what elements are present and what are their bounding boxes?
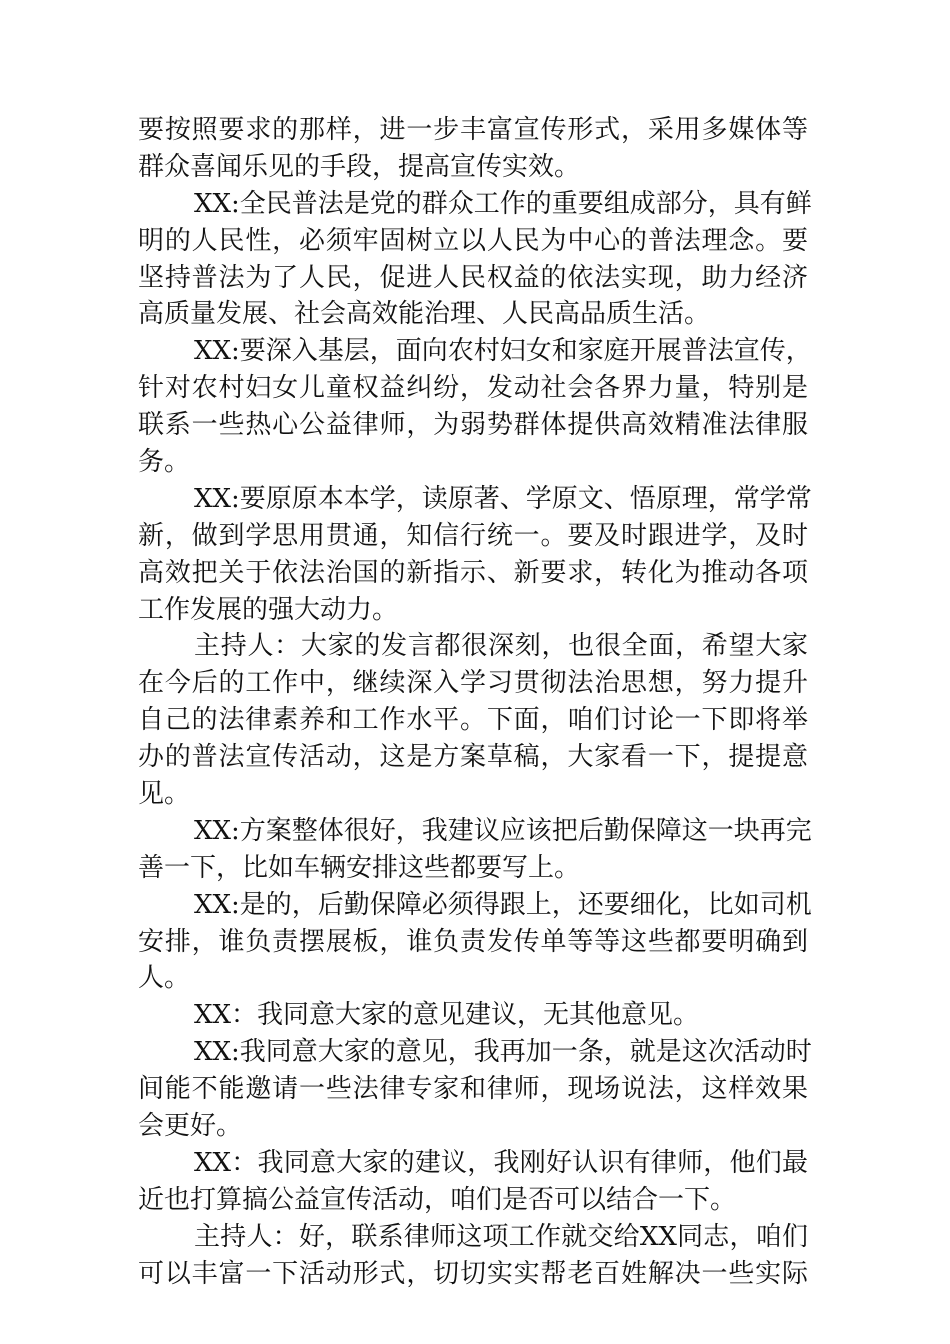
text-line: 会更好。 bbox=[138, 1111, 243, 1142]
text-line: 主持人：好，联系律师这项工作就交给XX同志，咱们 bbox=[194, 1221, 808, 1252]
text-line: 主持人：大家的发言都很深刻，也很全面，希望大家 bbox=[194, 631, 808, 662]
text-line: 群众喜闻乐见的手段，提高宣传实效。 bbox=[138, 151, 581, 182]
text-line: 人。 bbox=[138, 963, 191, 994]
text-line: XX:全民普法是党的群众工作的重要组成部分，具有鲜 bbox=[194, 188, 812, 219]
text-line: 善一下，比如车辆安排这些都要写上。 bbox=[138, 852, 581, 883]
text-line: 明的人民性，必须牢固树立以人民为中心的普法理念。要 bbox=[138, 225, 808, 256]
text-line: 高质量发展、社会高效能治理、人民高品质生活。 bbox=[138, 299, 711, 330]
text-line: 高效把关于依法治国的新指示、新要求，转化为推动各项 bbox=[138, 557, 808, 588]
text-line: 针对农村妇女儿童权益纠纷，发动社会各界力量，特别是 bbox=[138, 373, 808, 404]
text-line: 新，做到学思用贯通，知信行统一。要及时跟进学，及时 bbox=[138, 520, 808, 551]
text-line: 安排，谁负责摆展板，谁负责发传单等等这些都要明确到 bbox=[138, 926, 808, 957]
text-line: 务。 bbox=[138, 447, 191, 478]
text-line: 坚持普法为了人民，促进人民权益的依法实现，助力经济 bbox=[138, 262, 808, 293]
text-line: XX:方案整体很好，我建议应该把后勤保障这一块再完 bbox=[194, 815, 812, 846]
text-line: 自己的法律素养和工作水平。下面，咱们讨论一下即将举 bbox=[138, 705, 808, 736]
text-line: 近也打算搞公益宣传活动，咱们是否可以结合一下。 bbox=[138, 1184, 737, 1215]
text-line: 要按照要求的那样，进一步丰富宣传形式，采用多媒体等 bbox=[138, 115, 808, 145]
text-line: XX：我同意大家的意见建议，无其他意见。 bbox=[194, 1000, 700, 1031]
text-line: 办的普法宣传活动，这是方案草稿，大家看一下，提提意 bbox=[138, 742, 808, 773]
text-line: 间能不能邀请一些法律专家和律师，现场说法，这样效果 bbox=[138, 1074, 808, 1105]
text-line: 在今后的工作中，继续深入学习贯彻法治思想，努力提升 bbox=[138, 668, 808, 699]
text-line: XX:是的，后勤保障必须得跟上，还要细化，比如司机 bbox=[194, 889, 812, 920]
text-line: 工作发展的强大动力。 bbox=[138, 594, 399, 625]
text-line: 联系一些热心公益律师，为弱势群体提供高效精准法律服 bbox=[138, 410, 808, 441]
text-line: 可以丰富一下活动形式，切切实实帮老百姓解决一些实际 bbox=[138, 1258, 808, 1289]
text-line: XX:要原原本本学，读原著、学原文、悟原理，常学常 bbox=[194, 483, 812, 514]
text-line: XX:要深入基层，面向农村妇女和家庭开展普法宣传， bbox=[194, 336, 812, 367]
text-line: XX：我同意大家的建议，我刚好认识有律师，他们最 bbox=[194, 1147, 808, 1178]
text-line: XX:我同意大家的意见，我再加一条，就是这次活动时 bbox=[194, 1037, 812, 1068]
document-body bbox=[138, 112, 812, 1293]
text-line: 见。 bbox=[138, 779, 191, 810]
